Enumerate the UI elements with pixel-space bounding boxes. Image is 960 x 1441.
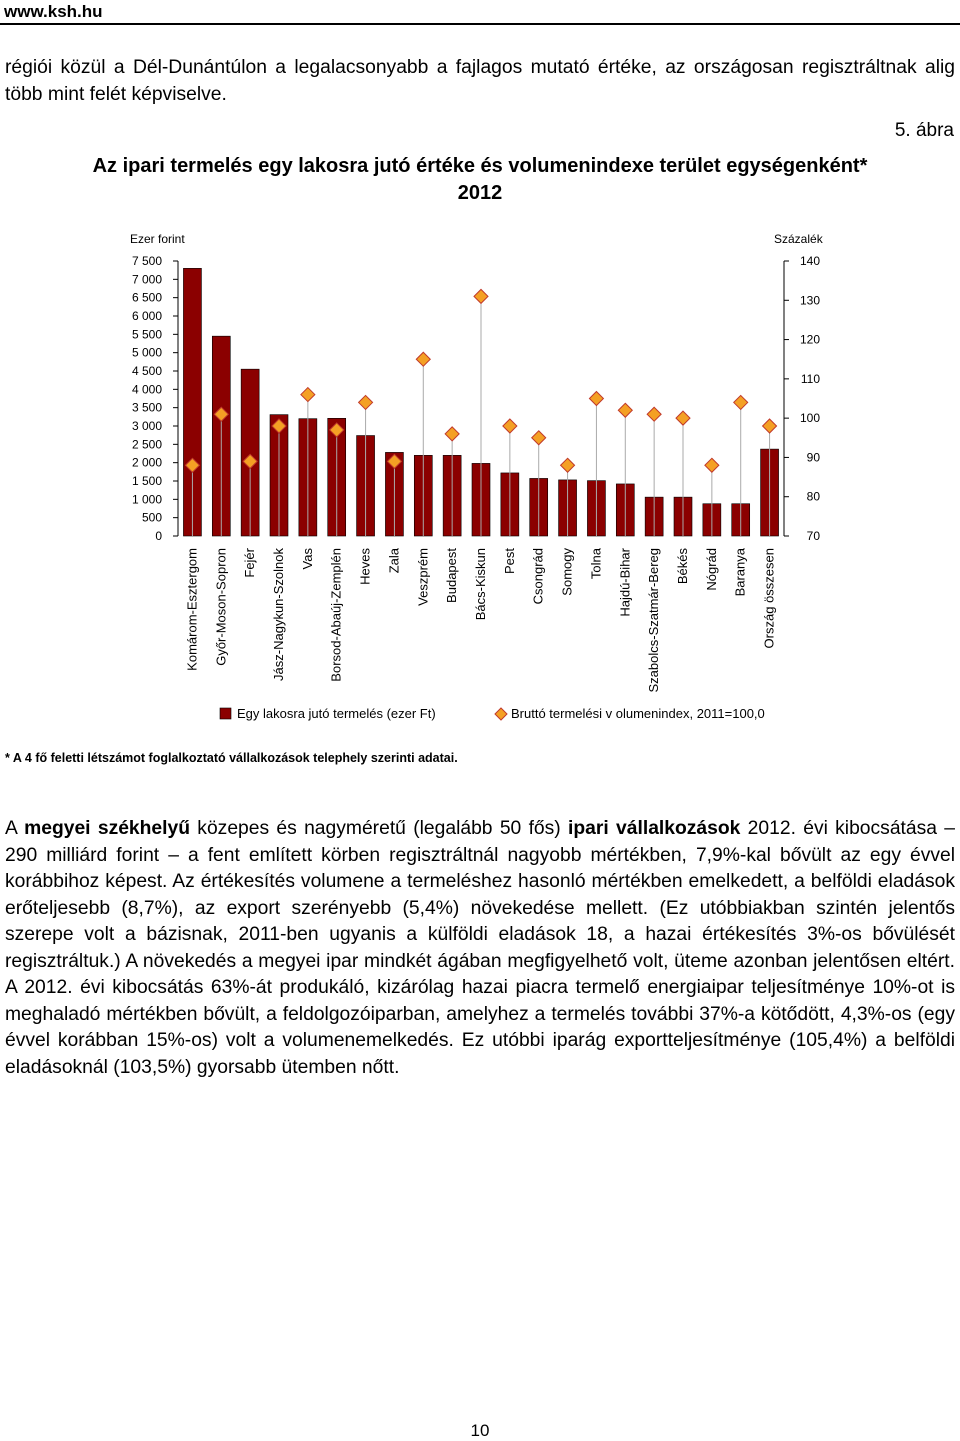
marker-point bbox=[705, 458, 719, 472]
text-run: A bbox=[5, 818, 25, 839]
category-label: Csongrád bbox=[530, 548, 546, 605]
right-axis-title: Százalék bbox=[774, 232, 823, 246]
category-label: Zala bbox=[386, 548, 402, 574]
left-tick-label: 5 500 bbox=[131, 327, 162, 342]
category-label: Szabolcs-Szatmár-Bereg bbox=[646, 548, 662, 693]
marker-point bbox=[763, 419, 777, 433]
marker-point bbox=[474, 289, 488, 303]
site-url[interactable]: www.ksh.hu bbox=[4, 2, 103, 21]
marker-point bbox=[416, 352, 430, 366]
header-rule bbox=[0, 23, 960, 25]
body-paragraph bbox=[5, 816, 955, 1081]
category-labels bbox=[184, 547, 776, 692]
left-tick-label: 0 bbox=[155, 529, 162, 543]
category-label: Komárom-Esztergom bbox=[184, 548, 200, 671]
bold-phrase: megyei székhelyű bbox=[24, 818, 191, 839]
legend-bar-swatch bbox=[220, 708, 231, 719]
right-tick-label: 80 bbox=[806, 489, 820, 504]
category-label: Győr-Moson-Sopron bbox=[213, 548, 229, 666]
left-tick-label: 3 000 bbox=[131, 419, 162, 433]
intro-paragraph: régiói közül a Dél-Dunántúlon a legalacsonyabb a fajlagos mutató értéke, az országosan regisztráltnak alig több mint felét képviselve. bbox=[5, 57, 955, 105]
category-label: Nógrád bbox=[703, 548, 719, 591]
marker-point bbox=[618, 403, 632, 417]
bold-phrase: ipari vállalkozások bbox=[568, 818, 741, 839]
marker-point bbox=[647, 407, 661, 421]
marker-point bbox=[734, 395, 748, 409]
category-label: Pest bbox=[501, 548, 517, 575]
category-label: Tolna bbox=[588, 548, 604, 580]
left-tick-label: 5 000 bbox=[131, 345, 162, 360]
right-axis bbox=[774, 232, 824, 543]
category-label: Somogy bbox=[559, 548, 575, 596]
text-run: közepes és nagyméretű (legalább 50 fős) bbox=[190, 818, 569, 839]
page-number: 10 bbox=[470, 1421, 490, 1440]
category-label: Vas bbox=[299, 548, 315, 570]
left-tick-label: 1 000 bbox=[131, 492, 162, 507]
marker-point bbox=[503, 419, 517, 433]
chart-area bbox=[0, 220, 960, 735]
left-tick-label: 2 500 bbox=[131, 437, 162, 452]
category-label: Hajdú-Bihar bbox=[617, 548, 633, 617]
left-tick-label: 3 500 bbox=[131, 400, 162, 415]
right-tick-label: 140 bbox=[799, 254, 820, 268]
category-label: Békés bbox=[675, 548, 690, 585]
category-label: Jász-Nagykun-Szolnok bbox=[271, 548, 286, 681]
right-tick-label: 110 bbox=[800, 371, 820, 386]
left-axis bbox=[130, 232, 185, 543]
chart-subtitle: 2012 bbox=[457, 182, 503, 204]
left-tick-label: 1 500 bbox=[131, 474, 162, 488]
marker-point bbox=[676, 411, 690, 425]
right-tick-label: 130 bbox=[799, 293, 820, 308]
legend-marker-swatch bbox=[495, 708, 507, 720]
chart-footnote: * A 4 fő feletti létszámot foglalkoztató vállalkozások telephely szerinti adatai. bbox=[5, 751, 458, 765]
right-tick-label: 90 bbox=[806, 450, 820, 465]
chart-title: Az ipari termelés egy lakosra jutó értéke és volumenindexe terület egységenként* bbox=[92, 155, 868, 177]
left-tick-label: 7 500 bbox=[131, 254, 162, 268]
left-tick-label: 4 500 bbox=[131, 364, 162, 378]
left-tick-label: 500 bbox=[141, 510, 162, 525]
legend bbox=[220, 706, 765, 721]
text-run: 2012. évi kibocsátása – 290 milliárd forint – a fent említett körben regisztráltnál nagyobb mértékben, 7,9%-kal bővült az egy évvel korábbihoz képest. Az értékesítés volumene a termeléshez hasonló mértékben emelkedett, a belföldi eladások erőteljesebb (8,7%), az export szerényebb (5,4%) növekedése mellett. (Ez utóbbiakban szintén jelentős szerepe volt a bázisnak, 2011-ben ugyanis a külföldi eladások 18, a hazai értékesítés 3%-os bővülését regisztráltuk.) A növekedés a megyei ipar mindkét ágában megfigyelhető volt, üteme azonban jelentősen eltért. A 2012. évi kibocsátás 63%-át produkáló, kizárólag hazai piacra termelő energiaipar teljesítménye 10%-ot is meghaladó mértékben bővült, a feldolgozóiparban, amelyhez a termelés további 37%-a kötődött, 4,3%-os (egy évvel korábban 15%-os) volt a volumenemelkedés. Ez utóbbi iparág exportteljesítménye (105,4%) a belföldi eladásoknál (103,5%) gyorsabb ütemben nőtt. bbox=[5, 818, 956, 1078]
left-tick-label: 4 000 bbox=[131, 382, 162, 397]
marker-point bbox=[561, 458, 575, 472]
right-tick-label: 100 bbox=[799, 411, 820, 426]
marker-point bbox=[301, 388, 315, 402]
category-label: Heves bbox=[357, 548, 373, 585]
left-tick-label: 6 500 bbox=[131, 290, 162, 305]
left-tick-label: 7 000 bbox=[131, 272, 162, 287]
left-axis-title: Ezer forint bbox=[130, 232, 185, 246]
category-label: Veszprém bbox=[415, 548, 431, 606]
category-label: Bács-Kiskun bbox=[473, 548, 488, 621]
right-tick-label: 120 bbox=[799, 332, 820, 347]
figure-number: 5. ábra bbox=[894, 120, 954, 141]
category-label: Borsod-Abaúj-Zemplén bbox=[328, 548, 344, 682]
legend-marker-label: Bruttó termelési v olumenindex, 2011=100,0 bbox=[511, 706, 765, 721]
category-label: Fejér bbox=[242, 548, 258, 578]
marker-point bbox=[445, 427, 459, 441]
left-tick-label: 2 000 bbox=[131, 455, 162, 470]
category-label: Budapest bbox=[444, 548, 460, 603]
marker-point bbox=[532, 431, 546, 445]
category-label: Ország összesen bbox=[761, 548, 777, 649]
marker-point bbox=[589, 392, 603, 406]
right-tick-label: 70 bbox=[806, 529, 820, 543]
left-tick-label: 6 000 bbox=[131, 309, 162, 323]
legend-bar-label: Egy lakosra jutó termelés (ezer Ft) bbox=[237, 706, 436, 721]
marker-point bbox=[359, 395, 373, 409]
category-label: Baranya bbox=[732, 548, 748, 597]
